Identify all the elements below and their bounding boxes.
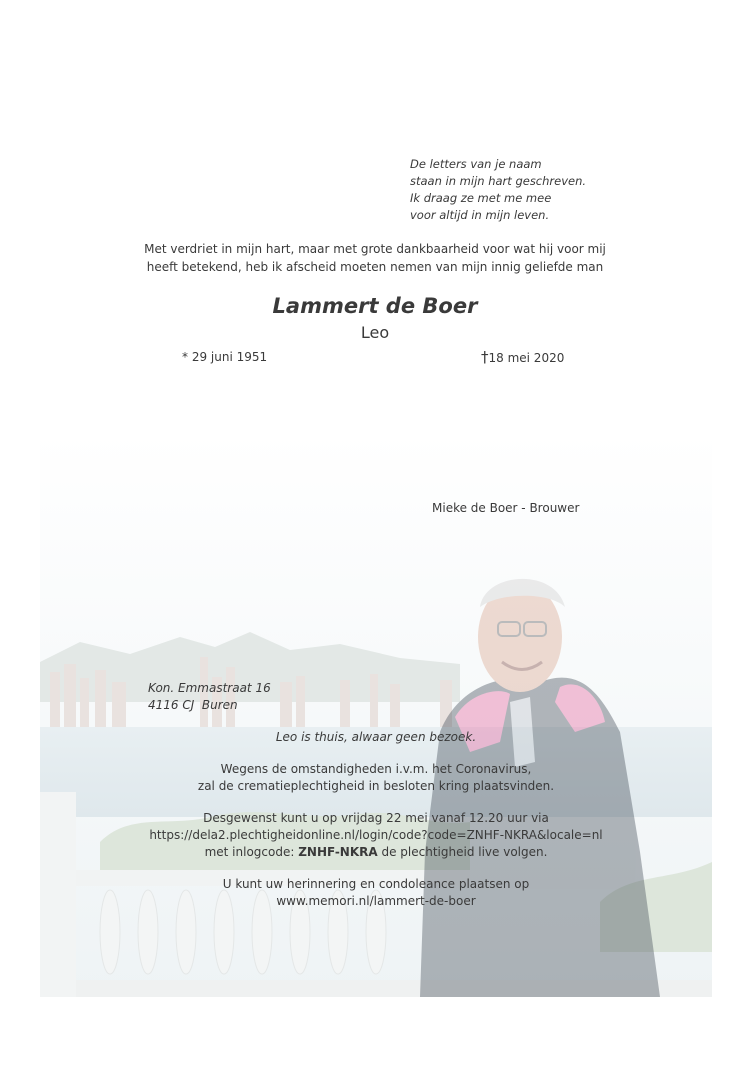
poem bbox=[410, 156, 710, 224]
address bbox=[148, 680, 271, 714]
death-symbol: † bbox=[481, 348, 489, 366]
birth-date bbox=[182, 350, 267, 364]
birth-symbol: * bbox=[182, 350, 188, 364]
stream-code-prefix: met inlogcode: bbox=[204, 845, 299, 859]
poem-line: Ik draag ze met me mee bbox=[410, 191, 552, 205]
corona-line-2: zal de crematieplechtigheid in besloten kring plaatsvinden. bbox=[197, 779, 555, 793]
poem-line: staan in mijn hart geschreven. bbox=[410, 174, 587, 188]
intro-text bbox=[80, 240, 670, 276]
deceased-nickname: Leo bbox=[360, 323, 390, 342]
condolence-line: U kunt uw herinnering en condoleance plaatsen op bbox=[222, 877, 530, 891]
poem-line: voor altijd in mijn leven. bbox=[410, 208, 550, 222]
stream-code-suffix: de plechtigheid live volgen. bbox=[377, 845, 548, 859]
login-code: ZNHF-NKRA bbox=[298, 845, 378, 859]
address-city: 4116 CJ Buren bbox=[148, 698, 238, 712]
stream-line-3 bbox=[100, 844, 652, 861]
intro-line: Met verdriet in mijn hart, maar met grote dankbaarheid voor wat hij voor mij bbox=[144, 242, 606, 256]
background-photo bbox=[40, 432, 712, 997]
condolence-url-link[interactable]: www.memori.nl/lammert-de-boer bbox=[276, 894, 476, 908]
memorial-photo-illustration bbox=[40, 432, 712, 997]
address-street: Kon. Emmastraat 16 bbox=[148, 681, 271, 695]
stream-url-link[interactable]: https://dela2.plechtigheidonline.nl/login/code?code=ZNHF-NKRA&locale=nl bbox=[149, 828, 603, 842]
death-date-value: 18 mei 2020 bbox=[488, 351, 565, 365]
funeral-notice bbox=[100, 729, 652, 910]
deceased-name: Lammert de Boer bbox=[272, 294, 478, 318]
intro-line: heeft betekend, heb ik afscheid moeten nemen van mijn innig geliefde man bbox=[146, 260, 604, 274]
visit-notice: Leo is thuis, alwaar geen bezoek. bbox=[275, 730, 477, 744]
birth-date-value: 29 juni 1951 bbox=[191, 350, 268, 364]
stream-line-1: Desgewenst kunt u op vrijdag 22 mei vanaf 12.20 uur via bbox=[203, 811, 549, 825]
signer-name: Mieke de Boer - Brouwer bbox=[432, 501, 580, 515]
corona-line-1: Wegens de omstandigheden i.v.m. het Coronavirus, bbox=[220, 762, 532, 776]
death-date bbox=[481, 348, 564, 366]
poem-line: De letters van je naam bbox=[410, 157, 542, 171]
